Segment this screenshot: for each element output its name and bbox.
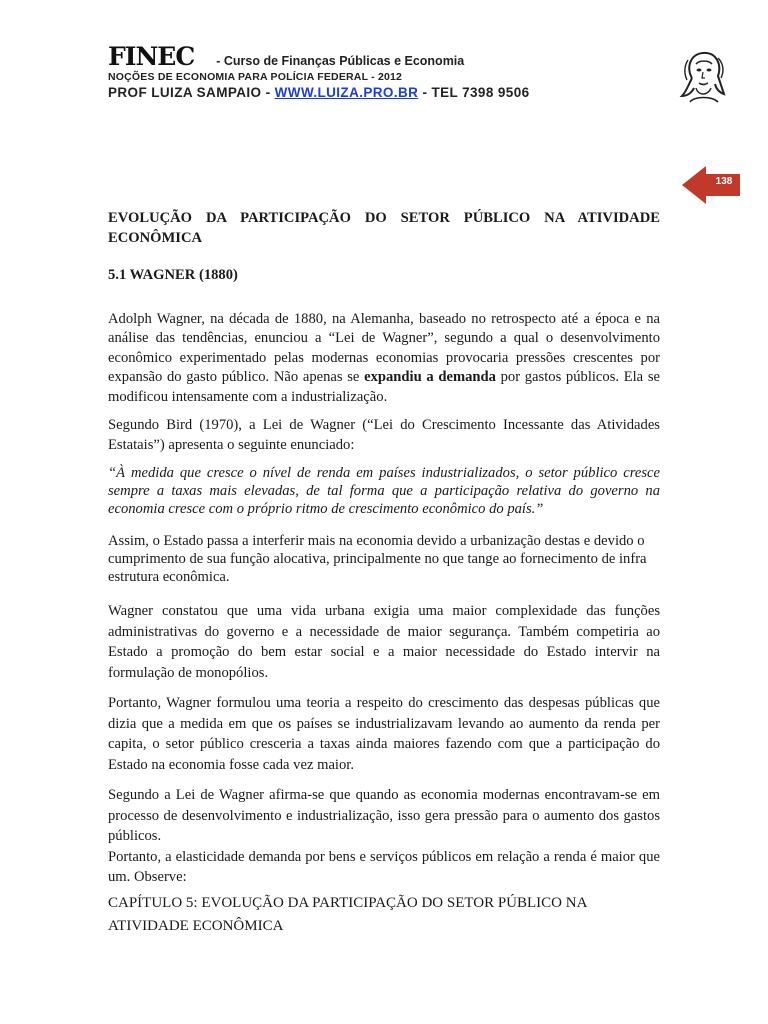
quote-paragraph: “À medida que cresce o nível de renda em países industrializados, o setor público cresce sempre a taxas mais elevadas, de tal forma que a participação relativa do governo na economia cresce com o próprio ritmo de crescimento econômico do país.” — [108, 465, 660, 517]
paragraph-urban-life: Wagner constatou que uma vida urbana exigia uma maior complexidade das funções administrativas do governo e a necessidade de maior segurança. Também competiria ao Estado a promoção do bem estar social e a maior necessidade do Estado intervir na formulação de monopólios. — [108, 603, 660, 681]
website-link[interactable]: WWW.LUIZA.PRO.BR — [274, 85, 419, 100]
course-title: - Curso de Finanças Públicas e Economia — [216, 54, 465, 68]
paragraph-modern-economies: Segundo a Lei de Wagner afirma-se que quando as economia modernas encontravam-se em processo de desenvolvimento e industrialização, isso gera pressão para o aumento dos gastos públicos. — [108, 787, 660, 844]
page-number: 138 — [715, 176, 733, 187]
emphasis-text: expandiu a demanda — [364, 369, 496, 385]
course-subtitle: NOÇÕES DE ECONOMIA PARA POLÍCIA FEDERAL - 2012 — [108, 71, 403, 83]
phone-number: - TEL 7398 9506 — [422, 85, 530, 100]
section-heading: 5.1 WAGNER (1880) — [108, 267, 238, 283]
paragraph-state: Assim, o Estado passa a interferir mais na economia devido a urbanização destas e devido o cumprimento de sua função alocativa, principalmente no que tange ao fornecimento de infra estrutura econômica. — [108, 533, 647, 585]
paragraph-wagner-law — [108, 310, 660, 408]
chapter-heading: CAPÍTULO 5: EVOLUÇÃO DA PARTICIPAÇÃO DO SETOR PÚBLICO NA ATIVIDADE ECONÔMICA — [108, 894, 587, 934]
document-body — [108, 208, 660, 938]
professor-name: PROF LUIZA SAMPAIO - — [108, 85, 271, 100]
brand-row — [108, 44, 668, 70]
finec-logo: FINEC — [108, 42, 195, 71]
paragraph-elasticity: Portanto, a elasticidade demanda por bens e serviços públicos em relação a renda é maior que um. Observe: — [108, 848, 660, 885]
professor-portrait-icon — [678, 48, 728, 104]
document-title: EVOLUÇÃO DA PARTICIPAÇÃO DO SETOR PÚBLICO NA ATIVIDADE ECONÔMICA — [108, 210, 660, 246]
paragraph-bird: Segundo Bird (1970), a Lei de Wagner (“Lei do Crescimento Incessante das Atividades Estatais”) apresenta o seguinte enunciado: — [108, 417, 660, 453]
paragraph-text: por gastos públicos. Ela se modificou intensamente com a industrialização. — [108, 369, 661, 405]
paragraph-theory: Portanto, Wagner formulou uma teoria a respeito do crescimento das despesas públicas que dizia que a medida em que os países se industrializavam levando ao aumento da renda per capita, o setor público cresceria a taxas ainda maiores fazendo com que a participação do Estado na economia fosse cada vez maior. — [108, 695, 660, 773]
paragraph-text: Adolph Wagner, na década de 1880, na Alemanha, baseado no retrospecto até a época e na análise das tendências, enunciou a “Lei de Wagner”, segundo a qual o desenvolvimento econômico experimentado pelas modernas economias provocaria pressões crescentes por expansão do gasto público. Não apenas se — [108, 310, 660, 385]
professor-line — [108, 85, 668, 100]
document-header — [108, 44, 668, 100]
